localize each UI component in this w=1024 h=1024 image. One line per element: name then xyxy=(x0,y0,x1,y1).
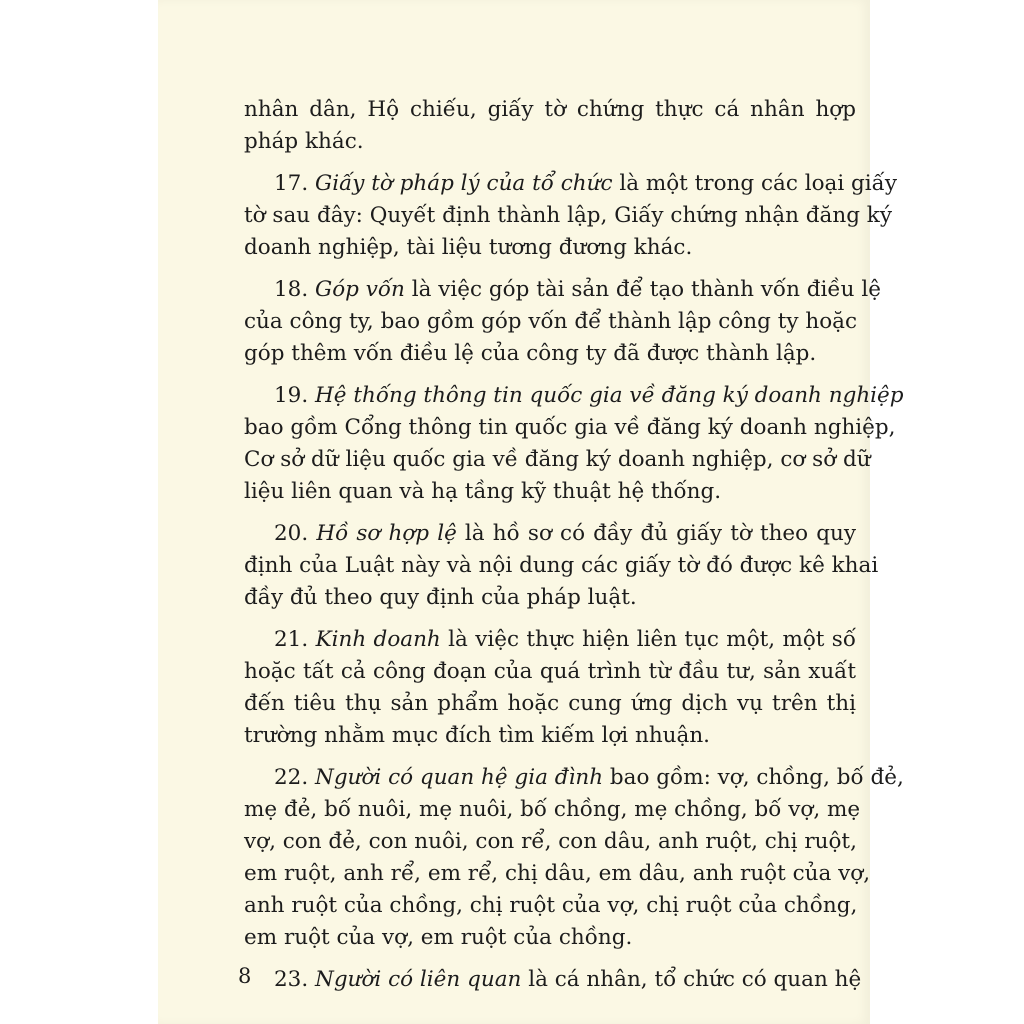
clause-20-line: 20. Hồ sơ hợp lệ là hồ sơ có đầy đủ giấy tờ theo quy xyxy=(274,521,856,546)
text-line: doanh nghiệp, tài liệu tương đương khác. xyxy=(244,235,693,260)
text-line: trường nhằm mục đích tìm kiếm lợi nhuận. xyxy=(244,723,711,748)
text-line: bao gồm Cổng thông tin quốc gia về đăng ký doanh nghiệp, xyxy=(244,415,896,440)
text-line: em ruột, anh rể, em rể, chị dâu, em dâu, anh ruột của vợ, xyxy=(244,861,871,886)
clause-23-line: 23. Người có liên quan là cá nhân, tổ chức có quan hệ xyxy=(274,967,862,992)
text-line: Cơ sở dữ liệu quốc gia về đăng ký doanh nghiệp, cơ sở dữ xyxy=(244,447,871,472)
text-line: vợ, con đẻ, con nuôi, con rể, con dâu, anh ruột, chị ruột, xyxy=(244,829,857,854)
page-body-text xyxy=(244,94,904,996)
clause-18-line: 18. Góp vốn là việc góp tài sản để tạo thành vốn điều lệ xyxy=(274,277,881,302)
text-line: liệu liên quan và hạ tầng kỹ thuật hệ thống. xyxy=(244,479,722,504)
clause-21-line: 21. Kinh doanh là việc thực hiện liên tục một, một số xyxy=(274,627,856,652)
text-line: hoặc tất cả công đoạn của quá trình từ đầu tư, sản xuất xyxy=(244,659,856,684)
text-line: anh ruột của chồng, chị ruột của vợ, chị ruột của chồng, xyxy=(244,893,858,918)
text-line: nhân dân, Hộ chiếu, giấy tờ chứng thực cá nhân hợp xyxy=(244,97,856,122)
book-page xyxy=(158,0,904,1024)
text-line: định của Luật này và nội dung các giấy tờ đó được kê khai xyxy=(244,553,879,578)
text-line: đến tiêu thụ sản phẩm hoặc cung ứng dịch vụ trên thị xyxy=(244,691,856,716)
clause-19-line: 19. Hệ thống thông tin quốc gia về đăng ký doanh nghiệp xyxy=(274,383,904,408)
text-line: tờ sau đây: Quyết định thành lập, Giấy chứng nhận đăng ký xyxy=(244,203,892,228)
page-number: 8 xyxy=(238,964,252,988)
text-line: đầy đủ theo quy định của pháp luật. xyxy=(244,585,637,610)
text-line: mẹ đẻ, bố nuôi, mẹ nuôi, bố chồng, mẹ chồng, bố vợ, mẹ xyxy=(244,797,861,822)
text-line: pháp khác. xyxy=(244,129,364,154)
text-line: em ruột của vợ, em ruột của chồng. xyxy=(244,925,633,950)
text-line: góp thêm vốn điều lệ của công ty đã được thành lập. xyxy=(244,341,817,366)
text-line: của công ty, bao gồm góp vốn để thành lập công ty hoặc xyxy=(244,309,858,334)
clause-22-line: 22. Người có quan hệ gia đình bao gồm: vợ, chồng, bố đẻ, xyxy=(274,765,904,790)
clause-17-line: 17. Giấy tờ pháp lý của tổ chức là một trong các loại giấy xyxy=(274,171,898,196)
